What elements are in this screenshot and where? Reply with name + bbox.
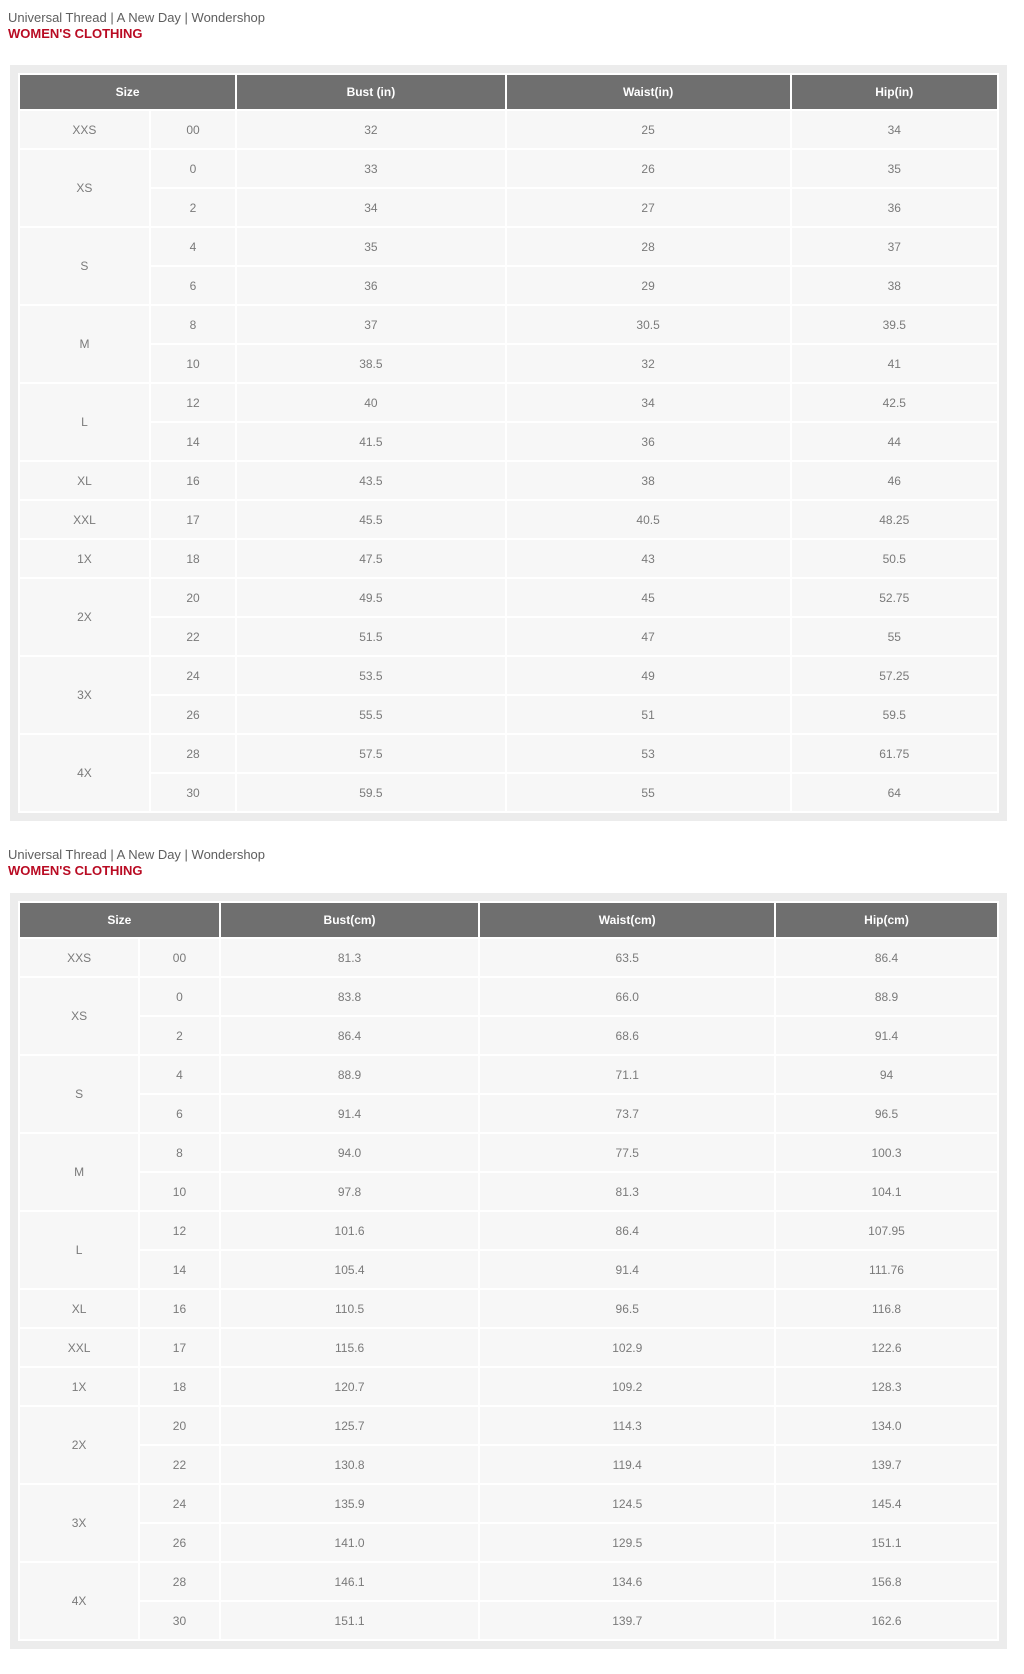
numeric-size-cell: 14 xyxy=(140,1251,218,1288)
size-group-cell: XXS xyxy=(20,939,138,976)
waist-cell: 109.2 xyxy=(480,1368,774,1405)
table-row xyxy=(20,1212,997,1249)
hip-cell: 34 xyxy=(792,111,997,148)
bust-cell: 151.1 xyxy=(221,1602,479,1639)
bust-cell: 94.0 xyxy=(221,1134,479,1171)
numeric-size-cell: 2 xyxy=(140,1017,218,1054)
numeric-size-cell: 8 xyxy=(140,1134,218,1171)
table-row xyxy=(20,1524,997,1561)
numeric-size-cell: 12 xyxy=(151,384,235,421)
hip-cell: 52.75 xyxy=(792,579,997,616)
size-group-cell: XXL xyxy=(20,501,149,538)
size-group-cell: XS xyxy=(20,978,138,1054)
numeric-size-cell: 10 xyxy=(140,1173,218,1210)
hip-cell: 156.8 xyxy=(776,1563,997,1600)
size-group-cell: XXL xyxy=(20,1329,138,1366)
bust-cell: 43.5 xyxy=(237,462,504,499)
hip-cell: 94 xyxy=(776,1056,997,1093)
table-row xyxy=(20,978,997,1015)
category-title: WOMEN'S CLOTHING xyxy=(8,863,143,878)
numeric-size-cell: 22 xyxy=(140,1446,218,1483)
table-row xyxy=(20,267,997,304)
numeric-size-cell: 20 xyxy=(140,1407,218,1444)
waist-cell: 86.4 xyxy=(480,1212,774,1249)
waist-cell: 36 xyxy=(507,423,790,460)
numeric-size-cell: 26 xyxy=(140,1524,218,1561)
bust-cell: 105.4 xyxy=(221,1251,479,1288)
size-group-cell: 4X xyxy=(20,1563,138,1639)
bust-cell: 49.5 xyxy=(237,579,504,616)
waist-cell: 32 xyxy=(507,345,790,382)
bust-cell: 101.6 xyxy=(221,1212,479,1249)
hip-cell: 39.5 xyxy=(792,306,997,343)
bust-cell: 141.0 xyxy=(221,1524,479,1561)
col-header-bust: Bust (in) xyxy=(237,75,504,109)
bust-cell: 41.5 xyxy=(237,423,504,460)
table-row xyxy=(20,423,997,460)
table-row xyxy=(20,1017,997,1054)
size-group-cell: 3X xyxy=(20,657,149,733)
numeric-size-cell: 10 xyxy=(151,345,235,382)
numeric-size-cell: 30 xyxy=(151,774,235,811)
table-row xyxy=(20,1446,997,1483)
size-table-inches xyxy=(18,73,999,813)
waist-cell: 28 xyxy=(507,228,790,265)
hip-cell: 86.4 xyxy=(776,939,997,976)
table-row xyxy=(20,501,997,538)
numeric-size-cell: 0 xyxy=(151,150,235,187)
table-row xyxy=(20,774,997,811)
hip-cell: 35 xyxy=(792,150,997,187)
bust-cell: 83.8 xyxy=(221,978,479,1015)
size-group-cell: XL xyxy=(20,462,149,499)
bust-cell: 81.3 xyxy=(221,939,479,976)
waist-cell: 29 xyxy=(507,267,790,304)
size-group-cell: 1X xyxy=(20,1368,138,1405)
table-row xyxy=(20,939,997,976)
bust-cell: 37 xyxy=(237,306,504,343)
hip-cell: 41 xyxy=(792,345,997,382)
bust-cell: 53.5 xyxy=(237,657,504,694)
table-row xyxy=(20,1368,997,1405)
table-row xyxy=(20,111,997,148)
table-row xyxy=(20,462,997,499)
waist-cell: 81.3 xyxy=(480,1173,774,1210)
bust-cell: 57.5 xyxy=(237,735,504,772)
size-group-cell: XS xyxy=(20,150,149,226)
bust-cell: 51.5 xyxy=(237,618,504,655)
bust-cell: 110.5 xyxy=(221,1290,479,1327)
col-header-waist: Waist(cm) xyxy=(480,903,774,937)
table-row xyxy=(20,1173,997,1210)
size-section-inches xyxy=(8,10,1024,821)
bust-cell: 135.9 xyxy=(221,1485,479,1522)
table-row xyxy=(20,1290,997,1327)
numeric-size-cell: 00 xyxy=(151,111,235,148)
brand-breadcrumb: Universal Thread | A New Day | Wondershop xyxy=(8,847,266,862)
numeric-size-cell: 12 xyxy=(140,1212,218,1249)
bust-cell: 97.8 xyxy=(221,1173,479,1210)
waist-cell: 63.5 xyxy=(480,939,774,976)
table-row xyxy=(20,1134,997,1171)
waist-cell: 77.5 xyxy=(480,1134,774,1171)
numeric-size-cell: 6 xyxy=(151,267,235,304)
numeric-size-cell: 26 xyxy=(151,696,235,733)
numeric-size-cell: 18 xyxy=(140,1368,218,1405)
table-row xyxy=(20,189,997,226)
waist-cell: 53 xyxy=(507,735,790,772)
hip-cell: 128.3 xyxy=(776,1368,997,1405)
table-row xyxy=(20,696,997,733)
bust-cell: 45.5 xyxy=(237,501,504,538)
table-row xyxy=(20,735,997,772)
table-row xyxy=(20,345,997,382)
table-row xyxy=(20,384,997,421)
size-group-cell: L xyxy=(20,1212,138,1288)
numeric-size-cell: 16 xyxy=(151,462,235,499)
numeric-size-cell: 28 xyxy=(140,1563,218,1600)
bust-cell: 35 xyxy=(237,228,504,265)
waist-cell: 43 xyxy=(507,540,790,577)
bust-cell: 55.5 xyxy=(237,696,504,733)
hip-cell: 36 xyxy=(792,189,997,226)
waist-cell: 134.6 xyxy=(480,1563,774,1600)
waist-cell: 27 xyxy=(507,189,790,226)
numeric-size-cell: 17 xyxy=(151,501,235,538)
hip-cell: 37 xyxy=(792,228,997,265)
bust-cell: 34 xyxy=(237,189,504,226)
numeric-size-cell: 4 xyxy=(140,1056,218,1093)
col-header-size: Size xyxy=(20,75,235,109)
waist-cell: 45 xyxy=(507,579,790,616)
waist-cell: 129.5 xyxy=(480,1524,774,1561)
hip-cell: 88.9 xyxy=(776,978,997,1015)
hip-cell: 50.5 xyxy=(792,540,997,577)
bust-cell: 130.8 xyxy=(221,1446,479,1483)
waist-cell: 114.3 xyxy=(480,1407,774,1444)
waist-cell: 49 xyxy=(507,657,790,694)
table-row xyxy=(20,657,997,694)
size-table-centimeters xyxy=(18,901,999,1641)
waist-cell: 139.7 xyxy=(480,1602,774,1639)
table-row xyxy=(20,1407,997,1444)
table-row xyxy=(20,579,997,616)
size-group-cell: 2X xyxy=(20,579,149,655)
waist-cell: 38 xyxy=(507,462,790,499)
col-header-waist: Waist(in) xyxy=(507,75,790,109)
size-group-cell: 1X xyxy=(20,540,149,577)
col-header-hip: Hip(in) xyxy=(792,75,997,109)
numeric-size-cell: 16 xyxy=(140,1290,218,1327)
size-chart-panel-inches xyxy=(10,65,1007,821)
numeric-size-cell: 14 xyxy=(151,423,235,460)
size-group-cell: L xyxy=(20,384,149,460)
hip-cell: 59.5 xyxy=(792,696,997,733)
hip-cell: 111.76 xyxy=(776,1251,997,1288)
hip-cell: 145.4 xyxy=(776,1485,997,1522)
bust-cell: 115.6 xyxy=(221,1329,479,1366)
numeric-size-cell: 30 xyxy=(140,1602,218,1639)
bust-cell: 125.7 xyxy=(221,1407,479,1444)
category-title: WOMEN'S CLOTHING xyxy=(8,26,143,41)
hip-cell: 55 xyxy=(792,618,997,655)
waist-cell: 96.5 xyxy=(480,1290,774,1327)
hip-cell: 134.0 xyxy=(776,1407,997,1444)
bust-cell: 32 xyxy=(237,111,504,148)
size-group-cell: 2X xyxy=(20,1407,138,1483)
hip-cell: 162.6 xyxy=(776,1602,997,1639)
col-header-size: Size xyxy=(20,903,219,937)
numeric-size-cell: 8 xyxy=(151,306,235,343)
waist-cell: 26 xyxy=(507,150,790,187)
hip-cell: 104.1 xyxy=(776,1173,997,1210)
waist-cell: 119.4 xyxy=(480,1446,774,1483)
table-header-row xyxy=(20,903,997,937)
size-group-cell: XL xyxy=(20,1290,138,1327)
hip-cell: 64 xyxy=(792,774,997,811)
bust-cell: 91.4 xyxy=(221,1095,479,1132)
waist-cell: 124.5 xyxy=(480,1485,774,1522)
table-row xyxy=(20,1251,997,1288)
hip-cell: 116.8 xyxy=(776,1290,997,1327)
waist-cell: 66.0 xyxy=(480,978,774,1015)
table-header-row xyxy=(20,75,997,109)
waist-cell: 73.7 xyxy=(480,1095,774,1132)
table-row xyxy=(20,1563,997,1600)
bust-cell: 88.9 xyxy=(221,1056,479,1093)
bust-cell: 38.5 xyxy=(237,345,504,382)
table-row xyxy=(20,618,997,655)
numeric-size-cell: 2 xyxy=(151,189,235,226)
waist-cell: 55 xyxy=(507,774,790,811)
col-header-bust: Bust(cm) xyxy=(221,903,479,937)
hip-cell: 46 xyxy=(792,462,997,499)
size-group-cell: XXS xyxy=(20,111,149,148)
size-section-centimeters xyxy=(8,847,1024,1649)
hip-cell: 61.75 xyxy=(792,735,997,772)
col-header-hip: Hip(cm) xyxy=(776,903,997,937)
numeric-size-cell: 00 xyxy=(140,939,218,976)
hip-cell: 48.25 xyxy=(792,501,997,538)
hip-cell: 96.5 xyxy=(776,1095,997,1132)
numeric-size-cell: 24 xyxy=(151,657,235,694)
waist-cell: 68.6 xyxy=(480,1017,774,1054)
numeric-size-cell: 0 xyxy=(140,978,218,1015)
size-group-cell: S xyxy=(20,1056,138,1132)
size-group-cell: M xyxy=(20,306,149,382)
waist-cell: 91.4 xyxy=(480,1251,774,1288)
size-group-cell: 4X xyxy=(20,735,149,811)
table-row xyxy=(20,306,997,343)
bust-cell: 47.5 xyxy=(237,540,504,577)
waist-cell: 34 xyxy=(507,384,790,421)
table-row xyxy=(20,540,997,577)
table-row xyxy=(20,1329,997,1366)
waist-cell: 71.1 xyxy=(480,1056,774,1093)
numeric-size-cell: 20 xyxy=(151,579,235,616)
hip-cell: 57.25 xyxy=(792,657,997,694)
bust-cell: 59.5 xyxy=(237,774,504,811)
hip-cell: 107.95 xyxy=(776,1212,997,1249)
hip-cell: 38 xyxy=(792,267,997,304)
brand-breadcrumb: Universal Thread | A New Day | Wondershop xyxy=(8,10,266,25)
waist-cell: 40.5 xyxy=(507,501,790,538)
bust-cell: 146.1 xyxy=(221,1563,479,1600)
numeric-size-cell: 18 xyxy=(151,540,235,577)
size-group-cell: 3X xyxy=(20,1485,138,1561)
bust-cell: 33 xyxy=(237,150,504,187)
waist-cell: 47 xyxy=(507,618,790,655)
table-row xyxy=(20,1095,997,1132)
size-chart-panel-centimeters xyxy=(10,893,1007,1649)
numeric-size-cell: 24 xyxy=(140,1485,218,1522)
bust-cell: 36 xyxy=(237,267,504,304)
bust-cell: 86.4 xyxy=(221,1017,479,1054)
table-row xyxy=(20,228,997,265)
table-row xyxy=(20,1485,997,1522)
hip-cell: 91.4 xyxy=(776,1017,997,1054)
hip-cell: 139.7 xyxy=(776,1446,997,1483)
hip-cell: 122.6 xyxy=(776,1329,997,1366)
waist-cell: 51 xyxy=(507,696,790,733)
hip-cell: 42.5 xyxy=(792,384,997,421)
numeric-size-cell: 22 xyxy=(151,618,235,655)
size-group-cell: M xyxy=(20,1134,138,1210)
hip-cell: 100.3 xyxy=(776,1134,997,1171)
numeric-size-cell: 6 xyxy=(140,1095,218,1132)
table-row xyxy=(20,1056,997,1093)
table-row xyxy=(20,150,997,187)
bust-cell: 120.7 xyxy=(221,1368,479,1405)
size-group-cell: S xyxy=(20,228,149,304)
bust-cell: 40 xyxy=(237,384,504,421)
numeric-size-cell: 28 xyxy=(151,735,235,772)
numeric-size-cell: 4 xyxy=(151,228,235,265)
waist-cell: 102.9 xyxy=(480,1329,774,1366)
table-row xyxy=(20,1602,997,1639)
waist-cell: 30.5 xyxy=(507,306,790,343)
hip-cell: 151.1 xyxy=(776,1524,997,1561)
numeric-size-cell: 17 xyxy=(140,1329,218,1366)
waist-cell: 25 xyxy=(507,111,790,148)
hip-cell: 44 xyxy=(792,423,997,460)
